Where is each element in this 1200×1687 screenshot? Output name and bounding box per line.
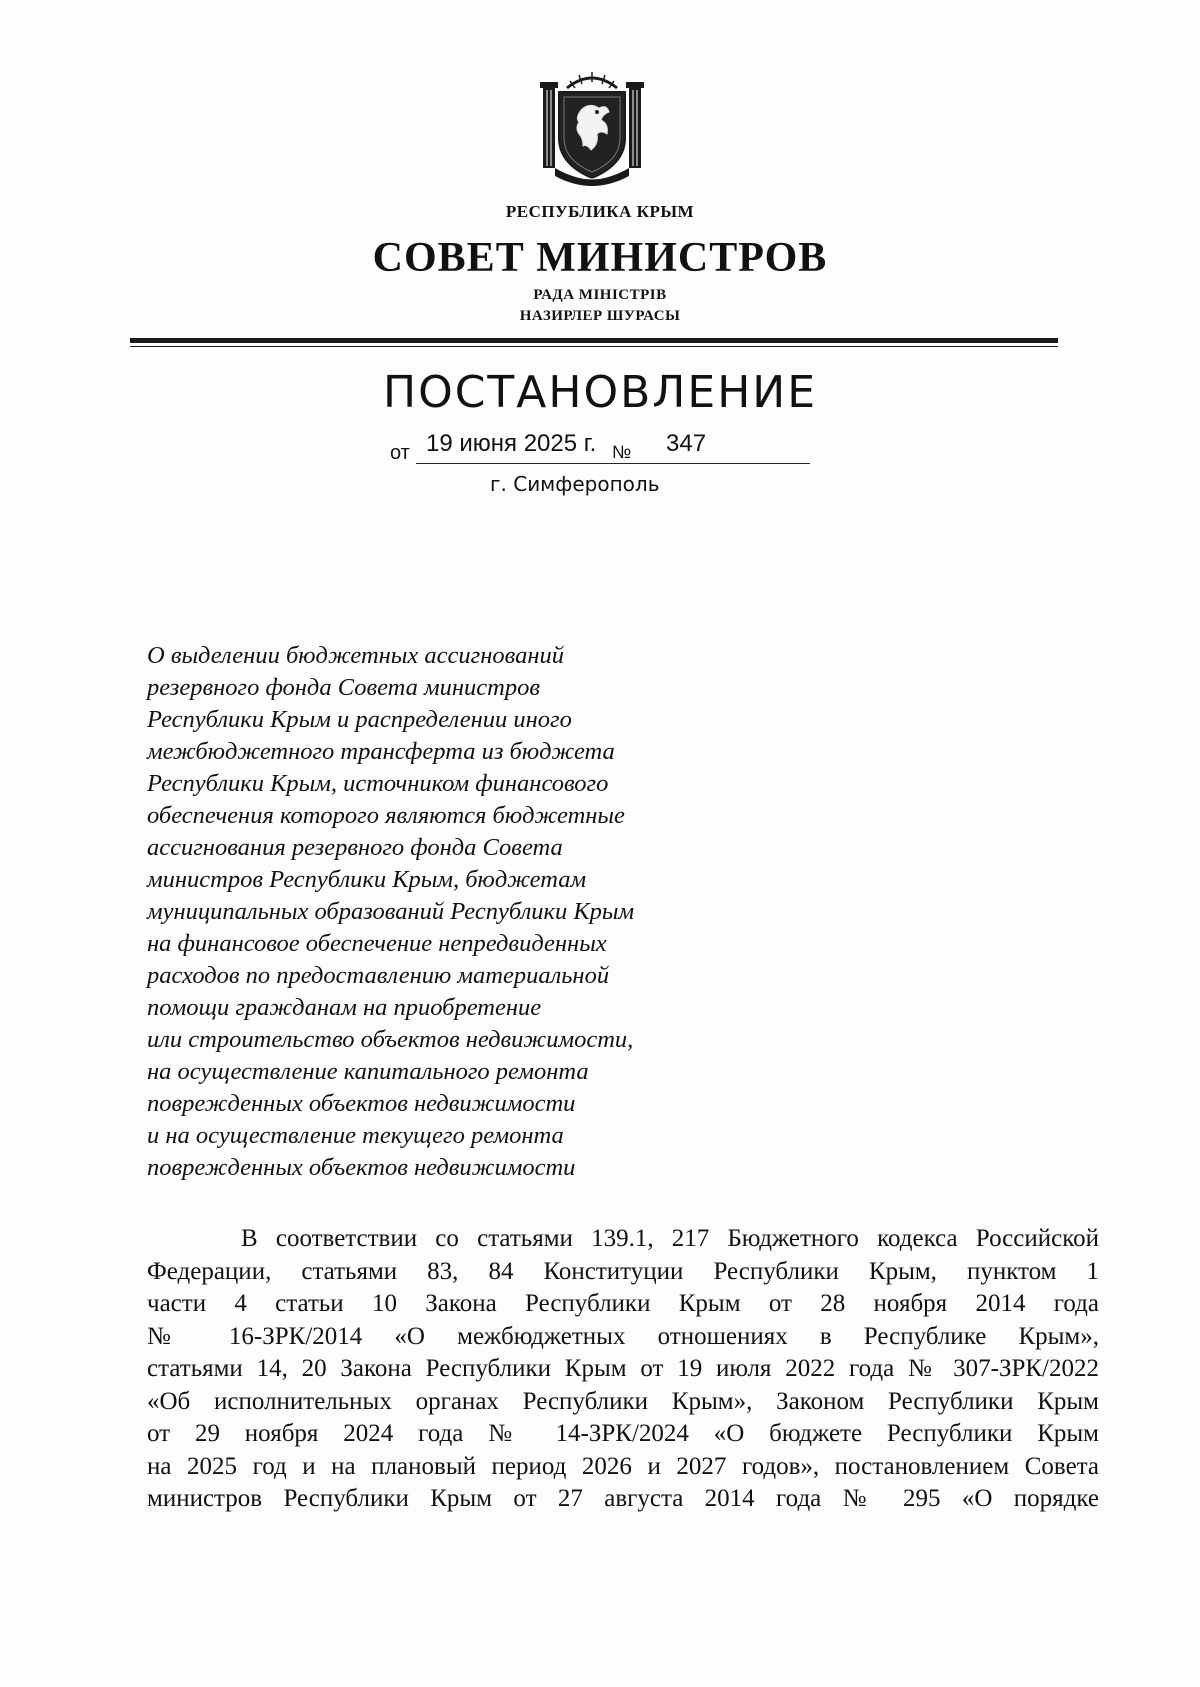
resolution-subject xyxy=(147,640,787,1184)
document-type-title: ПОСТАНОВЛЕНИЕ xyxy=(382,367,817,418)
subject-line: межбюджетного трансферта из бюджета xyxy=(147,738,615,765)
subject-line: министров Республики Крым, бюджетам xyxy=(147,866,587,893)
body-line: от 29 ноября 2024 года № 14-ЗРК/2024 «О бюджете Республики Крым xyxy=(147,1420,1099,1447)
republic-name: РЕСПУБЛИКА КРЫМ xyxy=(505,202,695,221)
subject-line: муниципальных образований Республики Крым xyxy=(147,898,635,925)
subject-line: обеспечения которого являются бюджетные xyxy=(147,802,625,829)
body-line: части 4 статьи 10 Закона Республики Крым от 28 ноября 2014 года xyxy=(147,1290,1099,1317)
subject-line: или строительство объектов недвижимости, xyxy=(147,1026,634,1053)
body-line: «Об исполнительных органах Республики Крым», Законом Республики Крым xyxy=(147,1387,1099,1415)
resolution-body xyxy=(147,1223,1099,1516)
council-name-ukrainian: РАДА МІНІСТРІВ xyxy=(533,287,667,303)
resolution-number: 347 xyxy=(666,430,707,457)
body-line: статьями 14, 20 Закона Республики Крым от 19 июля 2022 года № 307-ЗРК/2022 xyxy=(147,1355,1099,1382)
subject-line: расходов по предоставлению материальной xyxy=(147,962,610,989)
header-divider-thin xyxy=(130,346,1058,347)
subject-line: помощи гражданам на приобретение xyxy=(147,994,542,1021)
subject-line: Республики Крым, источником финансового xyxy=(147,770,609,797)
body-line: министров Республики Крым от 27 августа 2014 года № 295 «О порядке xyxy=(147,1485,1099,1512)
date-number-line xyxy=(390,430,810,464)
subject-line: на осуществление капитального ремонта xyxy=(147,1058,589,1085)
subject-line: Республики Крым и распределении иного xyxy=(147,706,572,733)
council-name-crimean-tatar: НАЗИРЛЕР ШУРАСЫ xyxy=(519,308,681,324)
subject-line: и на осуществление текущего ремонта xyxy=(147,1122,564,1149)
subject-line: поврежденных объектов недвижимости xyxy=(147,1154,576,1181)
date-prefix: от xyxy=(390,442,410,464)
resolution-date: 19 июня 2025 г. xyxy=(426,430,597,457)
council-name: СОВЕТ МИНИСТРОВ xyxy=(372,235,828,281)
date-underline xyxy=(416,463,810,464)
subject-line: резервного фонда Совета министров xyxy=(147,674,541,701)
subject-line: О выделении бюджетных ассигнований xyxy=(147,642,564,669)
subject-line: на финансовое обеспечение непредвиденных xyxy=(147,930,607,957)
body-line: на 2025 год и на плановый период 2026 и 2027 годов», постановлением Совета xyxy=(147,1452,1099,1480)
body-line: Федерации, статьями 83, 84 Конституции Республики Крым, пунктом 1 xyxy=(147,1257,1099,1285)
city-name: г. Симферополь xyxy=(490,472,660,496)
header-divider-thick xyxy=(130,338,1058,343)
subject-line: ассигнования резервного фонда Совета xyxy=(147,834,563,861)
body-line: В соответствии со статьями 139.1, 217 Бюджетного кодекса Российской xyxy=(241,1225,1099,1252)
number-sign: № xyxy=(612,442,632,462)
subject-line: поврежденных объектов недвижимости xyxy=(147,1090,576,1117)
crimea-coat-of-arms-icon xyxy=(537,68,647,188)
body-line: № 16-ЗРК/2014 «О межбюджетных отношениях в Республике Крым», xyxy=(147,1322,1099,1350)
